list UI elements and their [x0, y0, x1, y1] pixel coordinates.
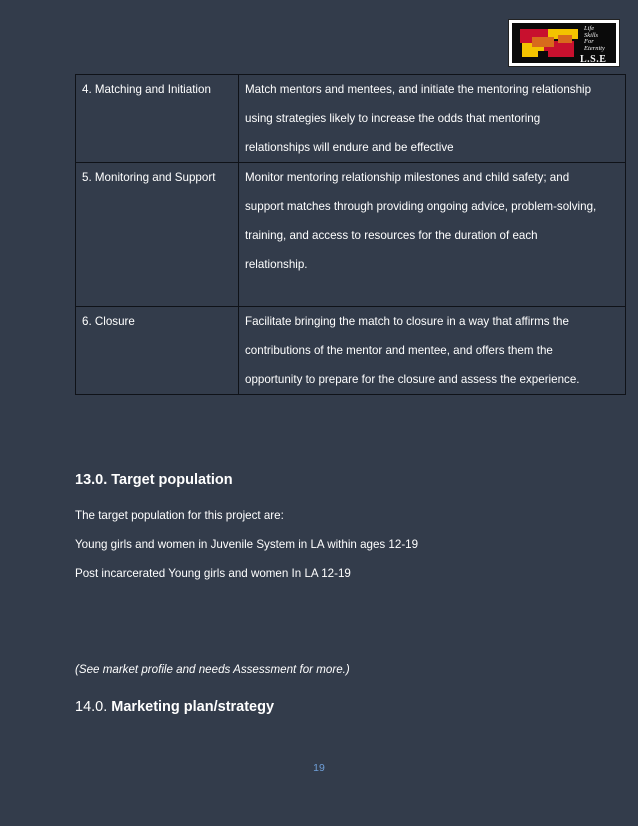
description-line: using strategies likely to increase the odds that mentoring: [245, 112, 541, 125]
table-row: [76, 75, 626, 163]
description-line: Facilitate bringing the match to closure in a way that affirms the: [245, 315, 569, 328]
description-line: contributions of the mentor and mentee, and offers them the: [245, 344, 553, 357]
logo-word: For: [584, 38, 594, 46]
logo-abbreviation: L.S.E: [580, 54, 607, 65]
description-cell: [239, 307, 626, 395]
section-heading-target-population: 13.0. Target population: [75, 472, 233, 488]
target-population-item: Post incarcerated Young girls and women In LA 12-19: [75, 567, 351, 580]
description-line: relationships will endure and be effective: [245, 141, 454, 154]
stage-label: 4. Matching and Initiation: [82, 83, 211, 96]
description-line: support matches through providing ongoing advice, problem-solving,: [245, 200, 597, 213]
description-cell: [239, 163, 626, 307]
page-number: 19: [313, 762, 325, 774]
stage-label: 5. Monitoring and Support: [82, 171, 216, 184]
logo-hands-icon: [518, 27, 582, 61]
description-line: relationship.: [245, 258, 308, 271]
description-line: Monitor mentoring relationship milestones and child safety; and: [245, 171, 570, 184]
stage-cell: [76, 75, 239, 163]
description-line: opportunity to prepare for the closure and assess the experience.: [245, 373, 580, 386]
target-population-intro: The target population for this project are:: [75, 509, 284, 522]
description-cell: [239, 75, 626, 163]
logo-background: [512, 23, 616, 63]
stage-cell: [76, 307, 239, 395]
description-line: Match mentors and mentees, and initiate the mentoring relationship: [245, 83, 592, 96]
logo-word: Eternity: [584, 44, 605, 52]
market-profile-note: (See market profile and needs Assessment for more.): [75, 663, 350, 676]
section-number: 14.0.: [75, 699, 108, 715]
organization-logo: [508, 19, 620, 67]
table-row: [76, 307, 626, 395]
mentoring-stages-table: [75, 74, 626, 395]
table-row: [76, 163, 626, 307]
target-population-item: Young girls and women in Juvenile System in LA within ages 12-19: [75, 538, 419, 551]
stage-label: 6. Closure: [82, 315, 135, 328]
logo-wordmark: [584, 26, 618, 52]
stage-cell: [76, 163, 239, 307]
section-heading-marketing-plan: [75, 699, 274, 715]
description-line: training, and access to resources for the duration of each: [245, 229, 538, 242]
logo-word: Life: [584, 25, 595, 32]
section-title: Marketing plan/strategy: [111, 699, 275, 715]
logo-word: Skills: [584, 31, 599, 39]
